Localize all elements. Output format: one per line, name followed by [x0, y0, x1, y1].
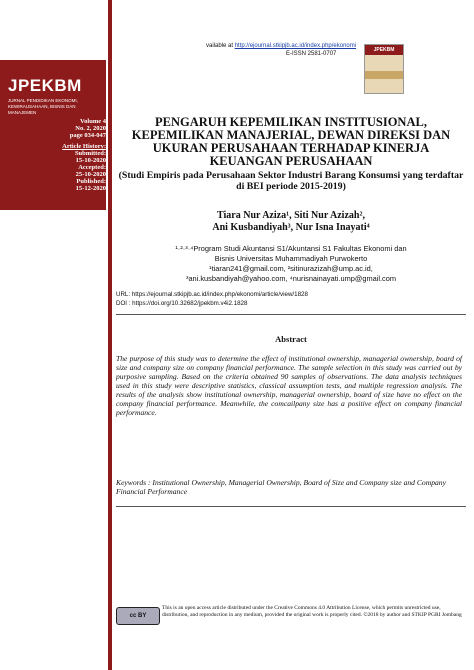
- cover-band: [365, 71, 403, 79]
- article-url[interactable]: URL: https://ejournal.stkipjb.ac.id/index.php/ekonomi/article/view/1828: [116, 291, 308, 298]
- published-label: Published:: [76, 178, 106, 185]
- journal-cover-thumbnail: [364, 44, 404, 94]
- page-range: page 034-047: [69, 132, 106, 139]
- journal-link-line: [206, 43, 356, 49]
- email-line-1: ¹tiaran241@gmail.com, ²sitinurazizah@ump.ac.id,: [209, 264, 373, 273]
- email-line-2: ³ani.kusbandiyah@yahoo.com, ⁴nurisnainayati.ump@gmail.com: [185, 274, 397, 283]
- journal-side-bar: [108, 0, 112, 670]
- paper-subtitle: (Studi Empiris pada Perusahaan Sektor Industri Barang Konsumsi yang terdaftar di BEI periode 2015-2019): [118, 170, 464, 192]
- journal-logo: [8, 76, 104, 116]
- article-doi[interactable]: DOI : https://doi.org/10.32682/jpekbm.v4i2.1828: [116, 300, 248, 307]
- article-links: [116, 290, 308, 308]
- journal-url-link[interactable]: http://ejournal.stkipjb.ac.id/index.php/ekonomi: [234, 43, 357, 49]
- journal-subtitle: JURNAL PENDIDIKAN EKONOMI, KEWIRAUSAHAAN, BISNIS DAN MANAJEMEN: [8, 98, 78, 115]
- license-text: This is an open access article distributed under the Creative Commons 4.0 Attribution License, which permits unrestricted use, distribution, and reproduction in any medium, provided the original work is properly cited. ©2018 by author and STKIP PGRI Jombang: [162, 605, 462, 618]
- abstract-body: The purpose of this study was to determine the effect of institutional ownership, managerial ownership, board of size and company size on company financial performance. The sample selection in this study was carried out by purposive sampling. Based on the criteria obtained 90 samples of observations. The data analysis techniques used in this study were descriptive statistics, classical assumption tests, and multiple regression analysis. The results of the analysis show institutional ownership, managerial ownership, board of size have no effect on the company financial performance. Meanwhile, the comcailpany size has a positive effect on company financial performance.: [116, 354, 462, 417]
- history-label: Article History:: [62, 143, 106, 150]
- keywords: Keywords : Institutional Ownership, Managerial Ownership, Board of Size and Company size and Company Financial Performance: [116, 478, 446, 496]
- published-date: 15-12-2020: [75, 185, 106, 192]
- submitted-date: 15-10-2020: [75, 157, 106, 164]
- accepted-label: Accepted:: [78, 164, 106, 171]
- cc-by-badge[interactable]: cc BY: [116, 607, 160, 625]
- article-meta: [6, 118, 106, 192]
- divider-top: [116, 314, 466, 315]
- issn: E-ISSN 2581-0707: [286, 51, 337, 57]
- abstract-heading: Abstract: [275, 334, 307, 344]
- affiliation-line-1: ¹·²·³·⁴Program Studi Akuntansi S1/Akuntansi S1 Fakultas Ekonomi dan: [175, 244, 407, 253]
- license-block: [116, 605, 466, 635]
- journal-name: JPEKBM: [8, 76, 82, 95]
- link-prefix: vailable at: [206, 43, 235, 49]
- accepted-date: 25-10-2020: [75, 171, 106, 178]
- author-list: [116, 210, 466, 234]
- volume: Volume 4: [80, 118, 106, 125]
- affiliation-line-2: Bisnis Universitas Muhammadiyah Purwokerto: [214, 254, 368, 263]
- divider-bottom: [116, 506, 466, 507]
- cover-title: JPEKBM: [365, 45, 403, 55]
- authors-line-2: Ani Kusbandiyah³, Nur Isna Inayati⁴: [212, 222, 370, 233]
- affiliation: [116, 244, 466, 284]
- submitted-label: Submitted:: [74, 150, 106, 157]
- paper-title: PENGARUH KEPEMILIKAN INSTITUSIONAL, KEPEMILIKAN MANAJERIAL, DEWAN DIREKSI DAN UKURAN PERUSAHAAN TERHADAP KINERJA KEUANGAN PERUSAHAAN: [131, 115, 451, 168]
- issue-number: No. 2, 2020: [75, 125, 106, 132]
- authors-line-1: Tiara Nur Aziza¹, Siti Nur Azizah²,: [217, 210, 365, 221]
